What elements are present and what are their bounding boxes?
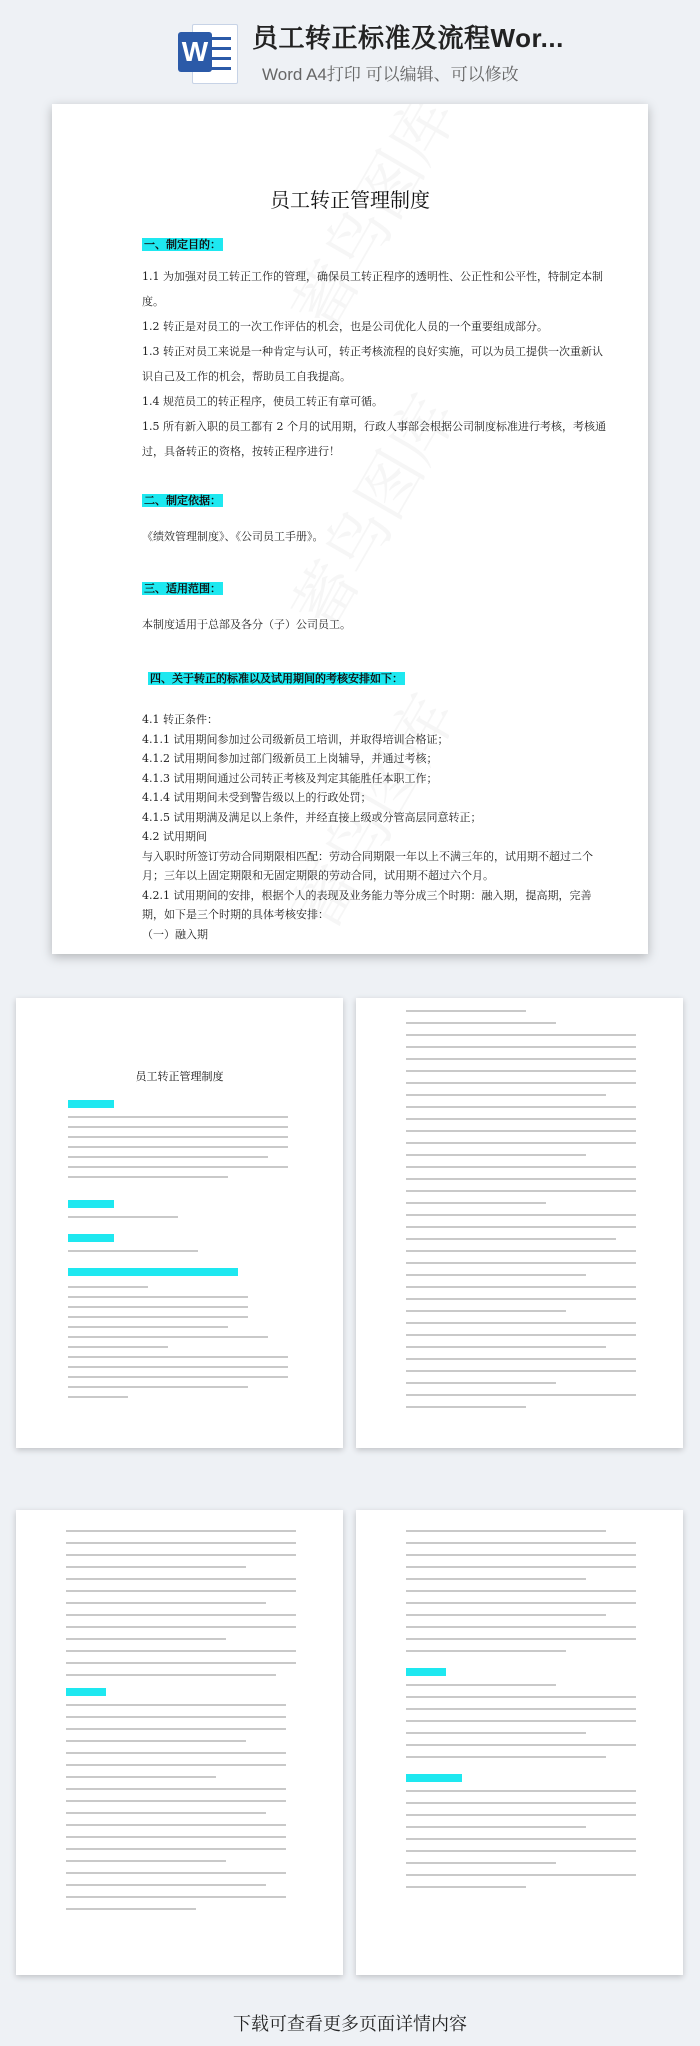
section-heading-standards: 四、关于转正的标准以及试用期间的考核安排如下： [150, 672, 403, 685]
thumbnail-highlight [406, 1668, 446, 1676]
thumbnail-highlight [66, 1688, 106, 1696]
standards-item: 4.2.1 试用期间的安排，根据个人的表现及业务能力等分成三个时期：融入期，提高期，完善期，如下是三个时期的具体考核安排： [142, 888, 592, 921]
standards-item: 4.1.5 试用期满及满足以上条件，并经直接上级或分管高层同意转正； [142, 810, 482, 824]
purpose-item: 1.1 为加强对员工转正工作的管理，确保员工转正程序的透明性、公正性和公平性，特制定本制度。 [142, 270, 603, 308]
thumbnail-highlight [406, 1774, 462, 1782]
purpose-item: 1.5 所有新入职的员工都有 2 个月的试用期，行政人事部会根据公司制度标准进行考核，考核通过，具备转正的资格，按转正程序进行！ [142, 420, 606, 458]
header [0, 0, 700, 96]
purpose-item: 1.2 转正是对员工的一次工作评估的机会，也是公司优化人员的一个重要组成部分。 [142, 320, 548, 333]
purpose-item: 1.4 规范员工的转正程序，使员工转正有章可循。 [142, 395, 383, 408]
page-thumbnail-4[interactable] [356, 1510, 683, 1975]
document-file-subtitle: Word A4打印 可以编辑、可以修改 [262, 65, 519, 84]
download-more-pages-link[interactable]: 下载可查看更多页面详情内容 [233, 2014, 467, 2035]
section-heading-scope: 三、适用范围： [144, 582, 221, 595]
basis-text: 《绩效管理制度》、《公司员工手册》。 [142, 530, 324, 543]
thumbnail-highlight [68, 1200, 114, 1208]
standards-item: 4.1.4 试用期间未受到警告级以上的行政处罚； [142, 791, 372, 804]
document-page-preview [52, 104, 648, 954]
purpose-item: 1.3 转正对员工来说是一种肯定与认可，转正考核流程的良好实施，可以为员工提供一次重新认识自己及工作的机会，帮助员工自我提高。 [142, 345, 603, 383]
document-file-title: 员工转正标准及流程Wor... [252, 23, 564, 53]
thumbnail-highlight [68, 1100, 114, 1108]
scope-text: 本制度适用于总部及各分（子）公司员工。 [142, 618, 351, 631]
thumbnail-title: 员工转正管理制度 [135, 1070, 224, 1083]
document-title: 员工转正管理制度 [270, 188, 430, 212]
section-heading-basis: 二、制定依据： [144, 494, 221, 507]
standards-item: （一）融入期 [142, 927, 208, 941]
standards-item: 与入职时所签订劳动合同期限相匹配：劳动合同期限一年以上不满三年的，试用期不超过二个月；三年以上固定期限和无固定期限的劳动合同，试用期不超过六个月。 [142, 849, 593, 882]
page-thumbnail-3[interactable] [16, 1510, 343, 1975]
page-thumbnail-1[interactable] [16, 998, 343, 1448]
thumbnail-highlight [68, 1234, 114, 1242]
word-document-icon [178, 22, 238, 86]
standards-item: 4.1.3 试用期间通过公司转正考核及判定其能胜任本职工作； [142, 771, 438, 785]
standards-list [142, 710, 612, 944]
standards-item: 4.1.1 试用期间参加过公司级新员工培训，并取得培训合格证； [142, 732, 449, 746]
purpose-paragraphs [142, 264, 612, 464]
thumbnail-highlight [68, 1268, 238, 1276]
standards-item: 4.1 转正条件： [142, 713, 218, 726]
standards-item: 4.2 试用期间 [142, 830, 207, 843]
page-thumbnail-2[interactable] [356, 998, 683, 1448]
word-badge: W [178, 32, 212, 72]
section-heading-purpose: 一、制定目的： [144, 238, 221, 251]
standards-item: 4.1.2 试用期间参加过部门级新员工上岗辅导，并通过考核； [142, 752, 438, 765]
